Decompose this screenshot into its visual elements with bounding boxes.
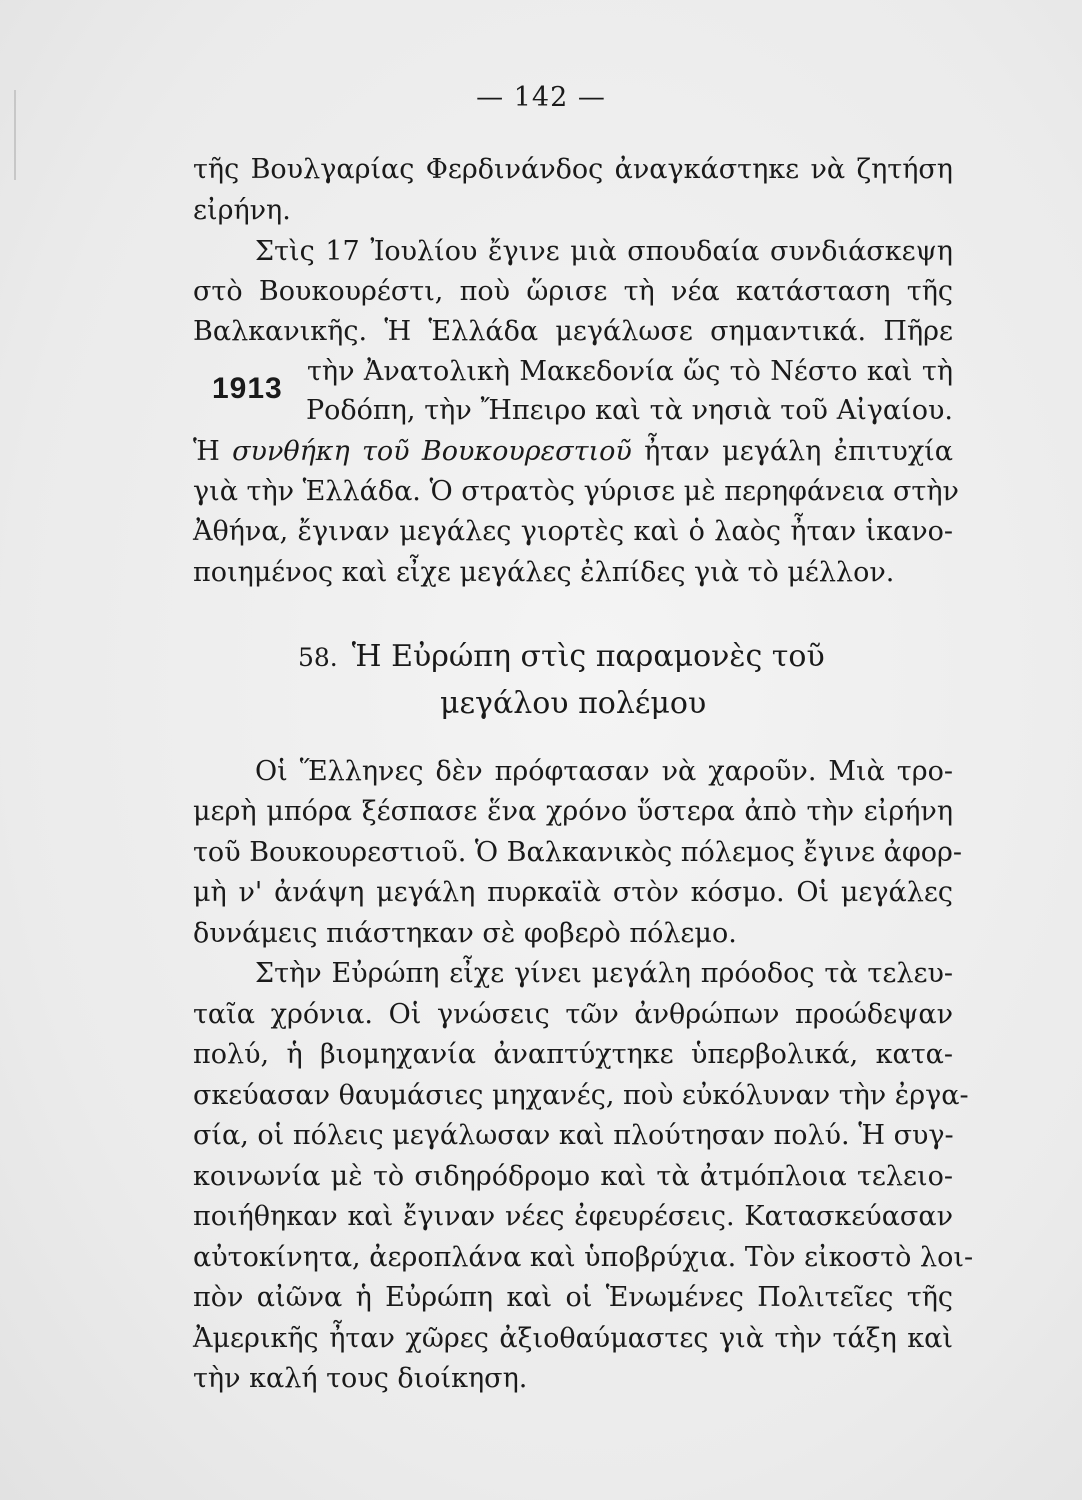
paragraph-line: Στὴν Εὐρώπη εἶχε γίνει μεγάλη πρόοδος τὰ τελευ- <box>255 958 953 989</box>
text-run: ἦταν μεγάλη ἐπιτυχία <box>631 436 954 467</box>
paragraph-line: πολύ, ἡ βιομηχανία ἀναπτύχτηκε ὑπερβολικά, κατα- <box>193 1039 953 1070</box>
paragraph-line: πὸν αἰῶνα ἡ Εὐρώπη καὶ οἱ Ἑνωμένες Πολιτεῖες τῆς <box>193 1282 953 1313</box>
paragraph-line: τὴν Ἀνατολικὴ Μακεδονία ὥς τὸ Νέστο καὶ τὴ <box>307 356 953 387</box>
paragraph-line: μερὴ μπόρα ξέσπασε ἕνα χρόνο ὕστερα ἀπὸ τὴν εἰρήνη <box>193 796 953 827</box>
section-heading-line-1 <box>298 637 825 678</box>
paragraph-line: Ἀμερικῆς ἦταν χῶρες ἀξιοθαύμαστες γιὰ τὴν τάξη καὶ <box>193 1323 953 1354</box>
paragraph-line: αὐτοκίνητα, ἀεροπλάνα καὶ ὑποβρύχια. Τὸν εἰκοστὸ λοι- <box>193 1242 974 1273</box>
paragraph-line: Ἀθήνα, ἔγιναν μεγάλες γιορτὲς καὶ ὁ λαὸς ἦταν ἱκανο- <box>193 516 953 547</box>
text-run: Ἡ <box>193 436 233 467</box>
treaty-name-italic: συνθήκη τοῦ Βουκουρεστιοῦ <box>232 436 632 467</box>
page-number: — 142 — <box>476 82 606 113</box>
paragraph-line: Βαλκανικῆς. Ἡ Ἑλλάδα μεγάλωσε σημαντικά. Πῆρε <box>193 316 953 347</box>
section-title-part-2: μεγάλου πολέμου <box>440 686 707 721</box>
section-number: 58. <box>298 643 338 672</box>
paragraph-line: Ροδόπη, τὴν Ἤπειρο καὶ τὰ νησιὰ τοῦ Αἰγαίου. <box>306 395 953 426</box>
paragraph-line: Οἱ Ἕλληνες δὲν πρόφτασαν νὰ χαροῦν. Μιὰ τρο- <box>255 756 953 787</box>
paragraph-line: τοῦ Βουκουρεστιοῦ. Ὁ Βαλκανικὸς πόλεμος ἔγινε ἀφορ- <box>193 837 962 868</box>
paragraph-line: γιὰ τὴν Ἑλλάδα. Ὁ στρατὸς γύρισε μὲ περηφάνεια στὴν <box>193 476 959 507</box>
paragraph-line: Στὶς 17 Ἰουλίου ἔγινε μιὰ σπουδαία συνδιάσκεψη <box>255 236 953 267</box>
section-title-part-1: Ἡ Εὐρώπη στὶς παραμονὲς τοῦ <box>351 639 825 674</box>
paragraph-line: ποιημένος καὶ εἶχε μεγάλες ἐλπίδες γιὰ τὸ μέλλον. <box>193 557 895 588</box>
paragraph-line <box>193 432 953 472</box>
paragraph-line: εἰρήνη. <box>193 195 291 226</box>
paragraph-line: σκεύασαν θαυμάσιες μηχανές, ποὺ εὐκόλυναν τὴν ἐργα- <box>193 1080 969 1111</box>
paragraph-line: ποιήθηκαν καὶ ἔγιναν νέες ἐφευρέσεις. Κατασκεύασαν <box>193 1201 953 1232</box>
paragraph-line: μὴ ν' ἀνάψη μεγάλη πυρκαϊὰ στὸν κόσμο. Οἱ μεγάλες <box>193 877 953 908</box>
paragraph-line: σία, οἱ πόλεις μεγάλωσαν καὶ πλούτησαν πολύ. Ἡ συγ- <box>193 1120 954 1151</box>
paragraph-line: τὴν καλή τους διοίκηση. <box>193 1363 528 1394</box>
margin-year-note: 1913 <box>212 372 283 405</box>
paragraph-line: δυνάμεις πιάστηκαν σὲ φοβερὸ πόλεμο. <box>193 918 737 949</box>
paragraph-line: ταῖα χρόνια. Οἱ γνώσεις τῶν ἀνθρώπων προώδεψαν <box>193 999 953 1030</box>
paragraph-line: τῆς Βουλγαρίας Φερδινάνδος ἀναγκάστηκε νὰ ζητήση <box>193 154 953 185</box>
paragraph-line: κοινωνία μὲ τὸ σιδηρόδρομο καὶ τὰ ἀτμόπλοια τελειο- <box>193 1161 953 1192</box>
paragraph-line: στὸ Βουκουρέστι, ποὺ ὥρισε τὴ νέα κατάσταση τῆς <box>193 276 953 307</box>
